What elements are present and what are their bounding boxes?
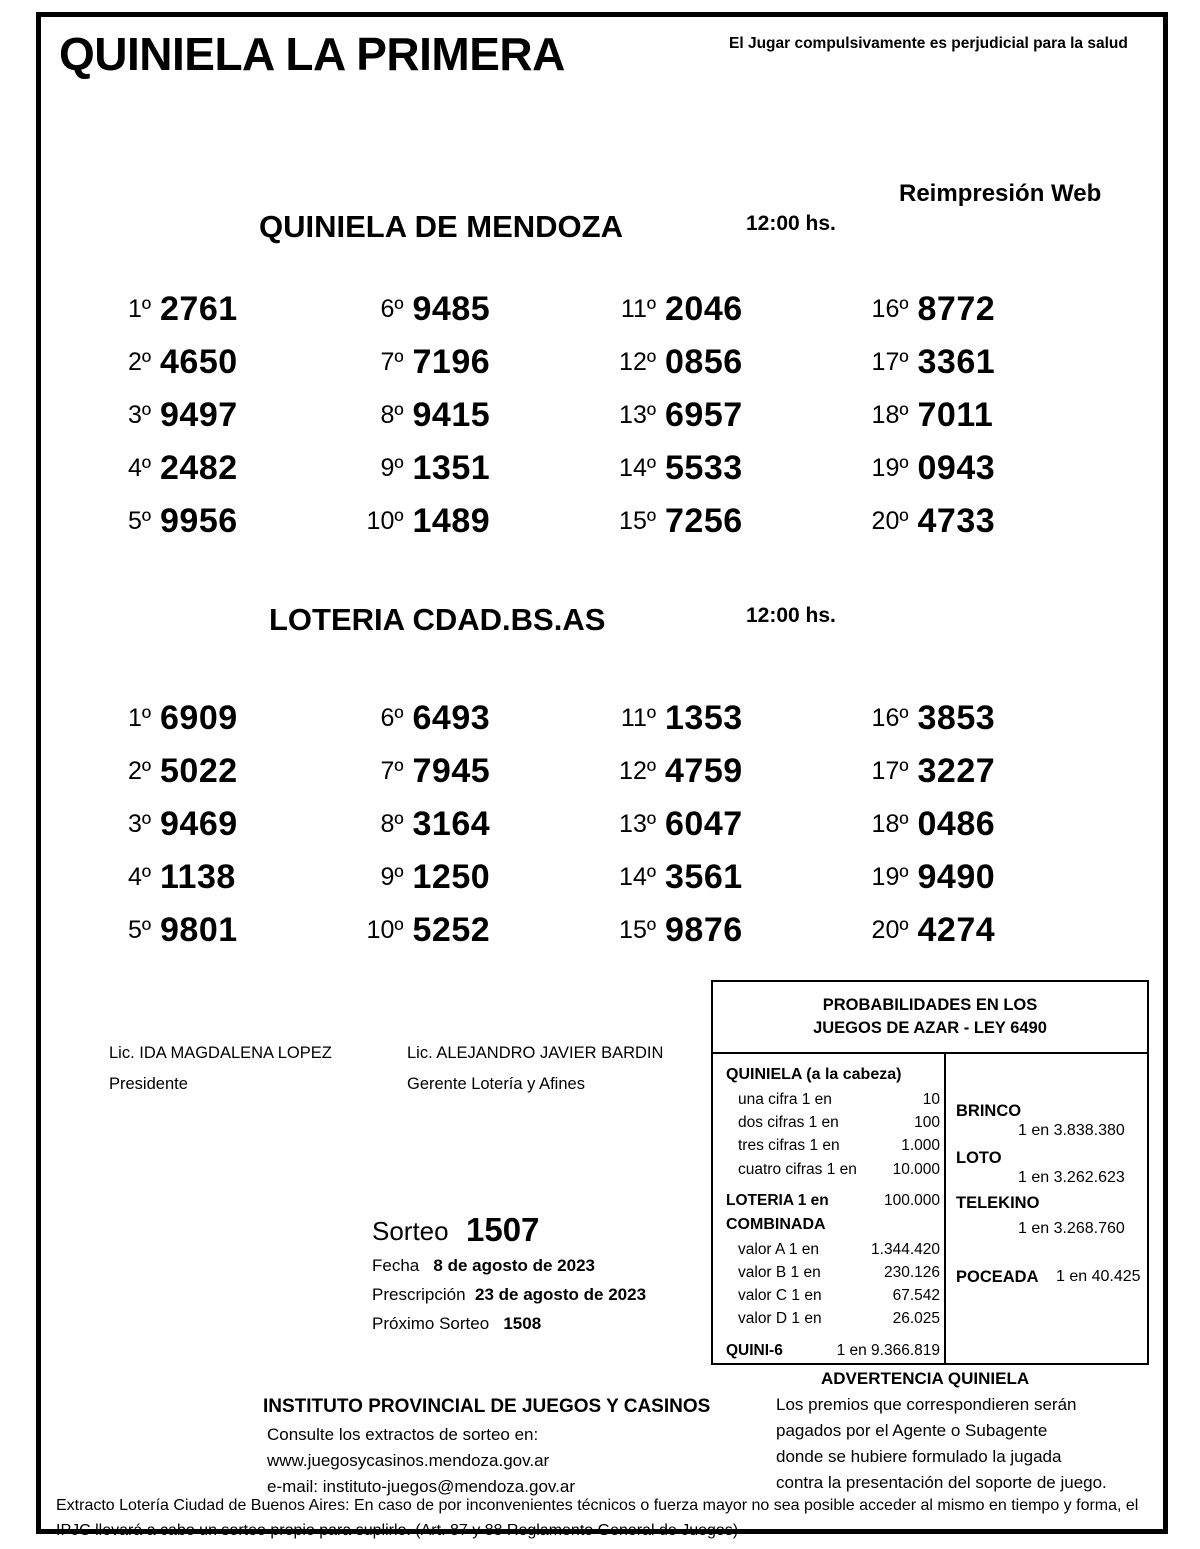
result-number: 6957	[665, 396, 743, 434]
result-number: 6493	[412, 699, 491, 737]
result-number: 7011	[917, 396, 994, 434]
quiniela-odds-row	[726, 1111, 940, 1134]
result-entry	[350, 336, 603, 389]
result-position: 14º	[619, 454, 656, 482]
result-position: 7º	[380, 757, 404, 785]
result-number: 4733	[917, 502, 996, 540]
quiniela-odds-label: una cifra 1 en	[738, 1090, 832, 1108]
result-number: 9801	[160, 911, 238, 949]
probabilities-body	[713, 1054, 1147, 1365]
combinada-odds-value: 230.126	[883, 1263, 940, 1281]
result-number: 9876	[665, 911, 743, 949]
game-name-telekino: TELEKINO	[956, 1194, 1040, 1212]
result-number: 6047	[665, 805, 743, 843]
result-entry	[855, 798, 1108, 851]
combinada-odds-label: valor A 1 en	[738, 1240, 820, 1258]
result-position: 20º	[871, 507, 909, 535]
result-entry	[97, 389, 350, 442]
quiniela-odds-row	[726, 1134, 940, 1157]
result-position: 13º	[619, 401, 656, 429]
result-position: 3º	[127, 401, 151, 429]
result-position: 18º	[871, 810, 909, 838]
result-number: 7256	[665, 502, 743, 540]
gambling-warning-text: El Jugar compulsivamente es perjudicial para la salud	[729, 35, 1128, 52]
result-number: 3164	[412, 805, 491, 843]
result-entry	[97, 495, 350, 548]
signature-left-role: Presidente	[109, 1075, 188, 1093]
quiniela-odds-label: dos cifras 1 en	[738, 1114, 839, 1132]
result-position: 13º	[619, 810, 656, 838]
game-odds-telekino: 1 en 3.268.760	[1018, 1220, 1125, 1237]
result-position: 6º	[380, 704, 404, 732]
game-name-brinco: BRINCO	[956, 1102, 1022, 1120]
combinada-odds-value: 26.025	[892, 1310, 940, 1328]
result-entry	[855, 442, 1108, 495]
result-position: 1º	[127, 295, 151, 323]
institute-website: www.juegosycasinos.mendoza.gov.ar	[267, 1451, 550, 1470]
result-position: 8º	[380, 401, 404, 429]
result-position: 11º	[620, 704, 656, 732]
combinada-odds-label: valor B 1 en	[738, 1263, 821, 1281]
result-entry	[602, 495, 855, 548]
result-entry	[602, 745, 855, 798]
result-number: 4274	[917, 911, 996, 949]
result-entry	[97, 851, 350, 904]
fecha-value: 8 de agosto de 2023	[433, 1256, 595, 1275]
result-entry	[97, 798, 350, 851]
result-position: 1º	[127, 704, 151, 732]
result-entry	[350, 904, 603, 957]
result-entry	[350, 495, 603, 548]
result-number: 4759	[665, 752, 743, 790]
quiniela-odds-value: 1.000	[901, 1137, 940, 1155]
result-position: 5º	[127, 507, 151, 535]
result-entry	[350, 851, 603, 904]
sorteo-number: 1507	[466, 1211, 540, 1248]
result-number: 9956	[160, 502, 238, 540]
footer-disclaimer: Extracto Lotería Ciudad de Buenos Aires: En caso de por inconvenientes técnicos o fuerza mayor no sea posible acceder al mismo en tiempo y forma, el IPJC llevará a cabo un sorteo propio para suplirlo. (Art. 87 y 88 Reglamento General de Juegos)	[56, 1497, 1139, 1539]
result-position: 9º	[380, 863, 404, 891]
sorteo-label: Sorteo	[372, 1216, 449, 1246]
quiniela-odds-value: 100	[914, 1114, 940, 1132]
result-entry	[855, 283, 1108, 336]
loteria-odds-value: 100.000	[883, 1191, 940, 1209]
institute-title: INSTITUTO PROVINCIAL DE JUEGOS Y CASINOS	[263, 1396, 711, 1417]
combinada-odds-label: valor D 1 en	[738, 1310, 822, 1328]
result-position: 4º	[127, 454, 151, 482]
result-number: 1353	[665, 699, 743, 737]
result-number: 0943	[917, 449, 996, 487]
result-entry	[97, 745, 350, 798]
advertencia-line-3: donde se hubiere formulado la jugada	[776, 1447, 1062, 1466]
result-number: 2761	[160, 290, 238, 328]
prescripcion-label: Prescripción	[372, 1285, 466, 1304]
loteria-odds-row	[726, 1189, 940, 1213]
game-odds-loto: 1 en 3.262.623	[1018, 1169, 1125, 1186]
quiniela-odds-value: 10.000	[892, 1160, 940, 1178]
result-number: 9497	[160, 396, 238, 434]
probabilities-title-line1: PROBABILIDADES EN LOS	[822, 995, 1038, 1014]
result-position: 19º	[871, 863, 909, 891]
result-entry	[602, 283, 855, 336]
quiniela-odds-value: 10	[922, 1090, 940, 1108]
signature-right-role: Gerente Lotería y Afines	[407, 1075, 585, 1093]
result-number: 6909	[160, 699, 238, 737]
game-name-loto: LOTO	[956, 1149, 1002, 1167]
institute-email: e-mail: instituto-juegos@mendoza.gov.ar	[267, 1477, 575, 1496]
fecha-label: Fecha	[372, 1256, 420, 1275]
probabilities-left-column	[713, 1054, 946, 1365]
combinada-odds-row	[726, 1307, 940, 1330]
result-position: 7º	[380, 348, 404, 376]
signature-left-name: Lic. IDA MAGDALENA LOPEZ	[109, 1044, 332, 1062]
result-entry	[97, 904, 350, 957]
combinada-odds-value: 1.344.420	[871, 1240, 940, 1258]
result-entry	[855, 495, 1108, 548]
advertencia-title: ADVERTENCIA QUINIELA	[821, 1369, 1030, 1388]
result-position: 12º	[619, 757, 656, 785]
result-number: 7196	[412, 343, 491, 381]
result-number: 5022	[160, 752, 238, 790]
prescripcion-row	[372, 1285, 646, 1305]
proximo-sorteo-row	[372, 1314, 541, 1334]
draw-time-mendoza: 12:00 hs.	[746, 212, 836, 235]
result-entry	[855, 389, 1108, 442]
result-number: 3361	[917, 343, 996, 381]
prescripcion-value: 23 de agosto de 2023	[475, 1285, 647, 1304]
result-position: 15º	[619, 916, 656, 944]
reprint-label: Reimpresión Web	[899, 180, 1102, 207]
combinada-heading: COMBINADA	[726, 1215, 826, 1233]
result-entry	[602, 389, 855, 442]
advertencia-line-1: Los premios que correspondieren serán	[776, 1395, 1077, 1414]
result-number: 5533	[665, 449, 743, 487]
result-number: 3227	[917, 752, 996, 790]
quini6-odds-row	[726, 1339, 940, 1363]
result-number: 3853	[917, 699, 996, 737]
result-number: 2482	[160, 449, 238, 487]
combinada-odds-value: 67.542	[892, 1287, 940, 1305]
result-number: 7945	[412, 752, 491, 790]
combinada-odds-label: valor C 1 en	[738, 1287, 822, 1305]
result-entry	[350, 692, 603, 745]
result-position: 10º	[366, 916, 404, 944]
result-number: 3561	[665, 858, 743, 896]
combinada-odds-row	[726, 1261, 940, 1284]
proximo-sorteo-value: 1508	[503, 1314, 542, 1333]
result-position: 5º	[127, 916, 151, 944]
result-number: 9485	[412, 290, 491, 328]
result-position: 2º	[127, 757, 151, 785]
result-position: 18º	[871, 401, 909, 429]
result-position: 12º	[619, 348, 656, 376]
combinada-odds-rows	[726, 1238, 940, 1331]
result-position: 16º	[871, 295, 909, 323]
result-entry	[602, 851, 855, 904]
signature-right-name: Lic. ALEJANDRO JAVIER BARDIN	[407, 1044, 664, 1062]
result-number: 1250	[412, 858, 491, 896]
result-entry	[602, 692, 855, 745]
result-number: 1351	[412, 449, 491, 487]
result-entry	[350, 283, 603, 336]
result-entry	[855, 851, 1108, 904]
results-grid-loteria	[97, 692, 1107, 957]
result-number: 0486	[917, 805, 996, 843]
result-entry	[350, 442, 603, 495]
combinada-odds-row	[726, 1238, 940, 1261]
result-position: 6º	[380, 295, 404, 323]
draw-title-mendoza: QUINIELA DE MENDOZA	[259, 209, 623, 244]
result-position: 17º	[871, 757, 909, 785]
loteria-odds-label: LOTERIA 1 en	[726, 1191, 829, 1209]
institute-line-1: Consulte los extractos de sorteo en:	[267, 1425, 539, 1444]
quiniela-odds-label: tres cifras 1 en	[738, 1137, 840, 1155]
probabilities-title-line2: JUEGOS DE AZAR - LEY 6490	[813, 1019, 1047, 1037]
game-name-poceada: POCEADA	[956, 1268, 1039, 1286]
probabilities-right-column	[946, 1054, 1147, 1365]
result-entry	[350, 389, 603, 442]
result-entry	[350, 798, 603, 851]
result-position: 11º	[620, 295, 656, 323]
result-entry	[97, 442, 350, 495]
probabilities-box	[711, 980, 1149, 1365]
result-entry	[855, 336, 1108, 389]
result-entry	[602, 442, 855, 495]
result-entry	[855, 904, 1108, 957]
result-number: 0856	[665, 343, 743, 381]
result-entry	[97, 692, 350, 745]
quiniela-heading: QUINIELA (a la cabeza)	[726, 1066, 902, 1083]
result-position: 3º	[127, 810, 151, 838]
fecha-row	[372, 1256, 595, 1276]
result-position: 8º	[380, 810, 404, 838]
quiniela-odds-rows	[726, 1088, 940, 1181]
result-number: 1489	[412, 502, 491, 540]
result-position: 20º	[871, 916, 909, 944]
advertencia-line-4: contra la presentación del soporte de juego.	[776, 1473, 1107, 1492]
draw-title-loteria: LOTERIA CDAD.BS.AS	[269, 602, 606, 637]
result-entry	[855, 745, 1108, 798]
proximo-sorteo-label: Próximo Sorteo	[372, 1314, 490, 1333]
advertencia-line-2: pagados por el Agente o Subagente	[776, 1421, 1048, 1440]
quini6-label: QUINI-6	[726, 1341, 783, 1359]
result-entry	[855, 692, 1108, 745]
result-position: 10º	[366, 507, 404, 535]
ticket-page	[36, 12, 1168, 1539]
result-number: 5252	[412, 911, 491, 949]
result-entry	[602, 798, 855, 851]
probabilities-title	[713, 982, 1147, 1054]
draw-time-loteria: 12:00 hs.	[746, 604, 836, 627]
result-number: 9469	[160, 805, 238, 843]
result-position: 17º	[871, 348, 909, 376]
result-position: 9º	[380, 454, 404, 482]
result-number: 9415	[412, 396, 491, 434]
quiniela-odds-row	[726, 1088, 940, 1111]
quiniela-odds-label: cuatro cifras 1 en	[738, 1160, 857, 1178]
result-number: 1138	[160, 858, 236, 896]
result-entry	[602, 336, 855, 389]
quini6-value: 1 en 9.366.819	[836, 1341, 940, 1359]
game-odds-brinco: 1 en 3.838.380	[1018, 1122, 1125, 1139]
result-entry	[350, 745, 603, 798]
result-entry	[97, 336, 350, 389]
page-title: QUINIELA LA PRIMERA	[59, 28, 565, 80]
result-position: 16º	[871, 704, 909, 732]
combinada-odds-row	[726, 1284, 940, 1307]
result-position: 4º	[127, 863, 151, 891]
result-position: 14º	[619, 863, 656, 891]
result-entry	[602, 904, 855, 957]
result-entry	[97, 283, 350, 336]
result-position: 2º	[127, 348, 151, 376]
result-number: 2046	[665, 290, 743, 328]
results-grid-mendoza	[97, 283, 1107, 548]
game-odds-poceada: 1 en 40.425	[1056, 1268, 1141, 1285]
result-number: 8772	[917, 290, 996, 328]
result-position: 19º	[871, 454, 909, 482]
quiniela-odds-row	[726, 1158, 940, 1181]
result-number: 9490	[917, 858, 996, 896]
result-position: 15º	[619, 507, 656, 535]
result-number: 4650	[160, 343, 238, 381]
